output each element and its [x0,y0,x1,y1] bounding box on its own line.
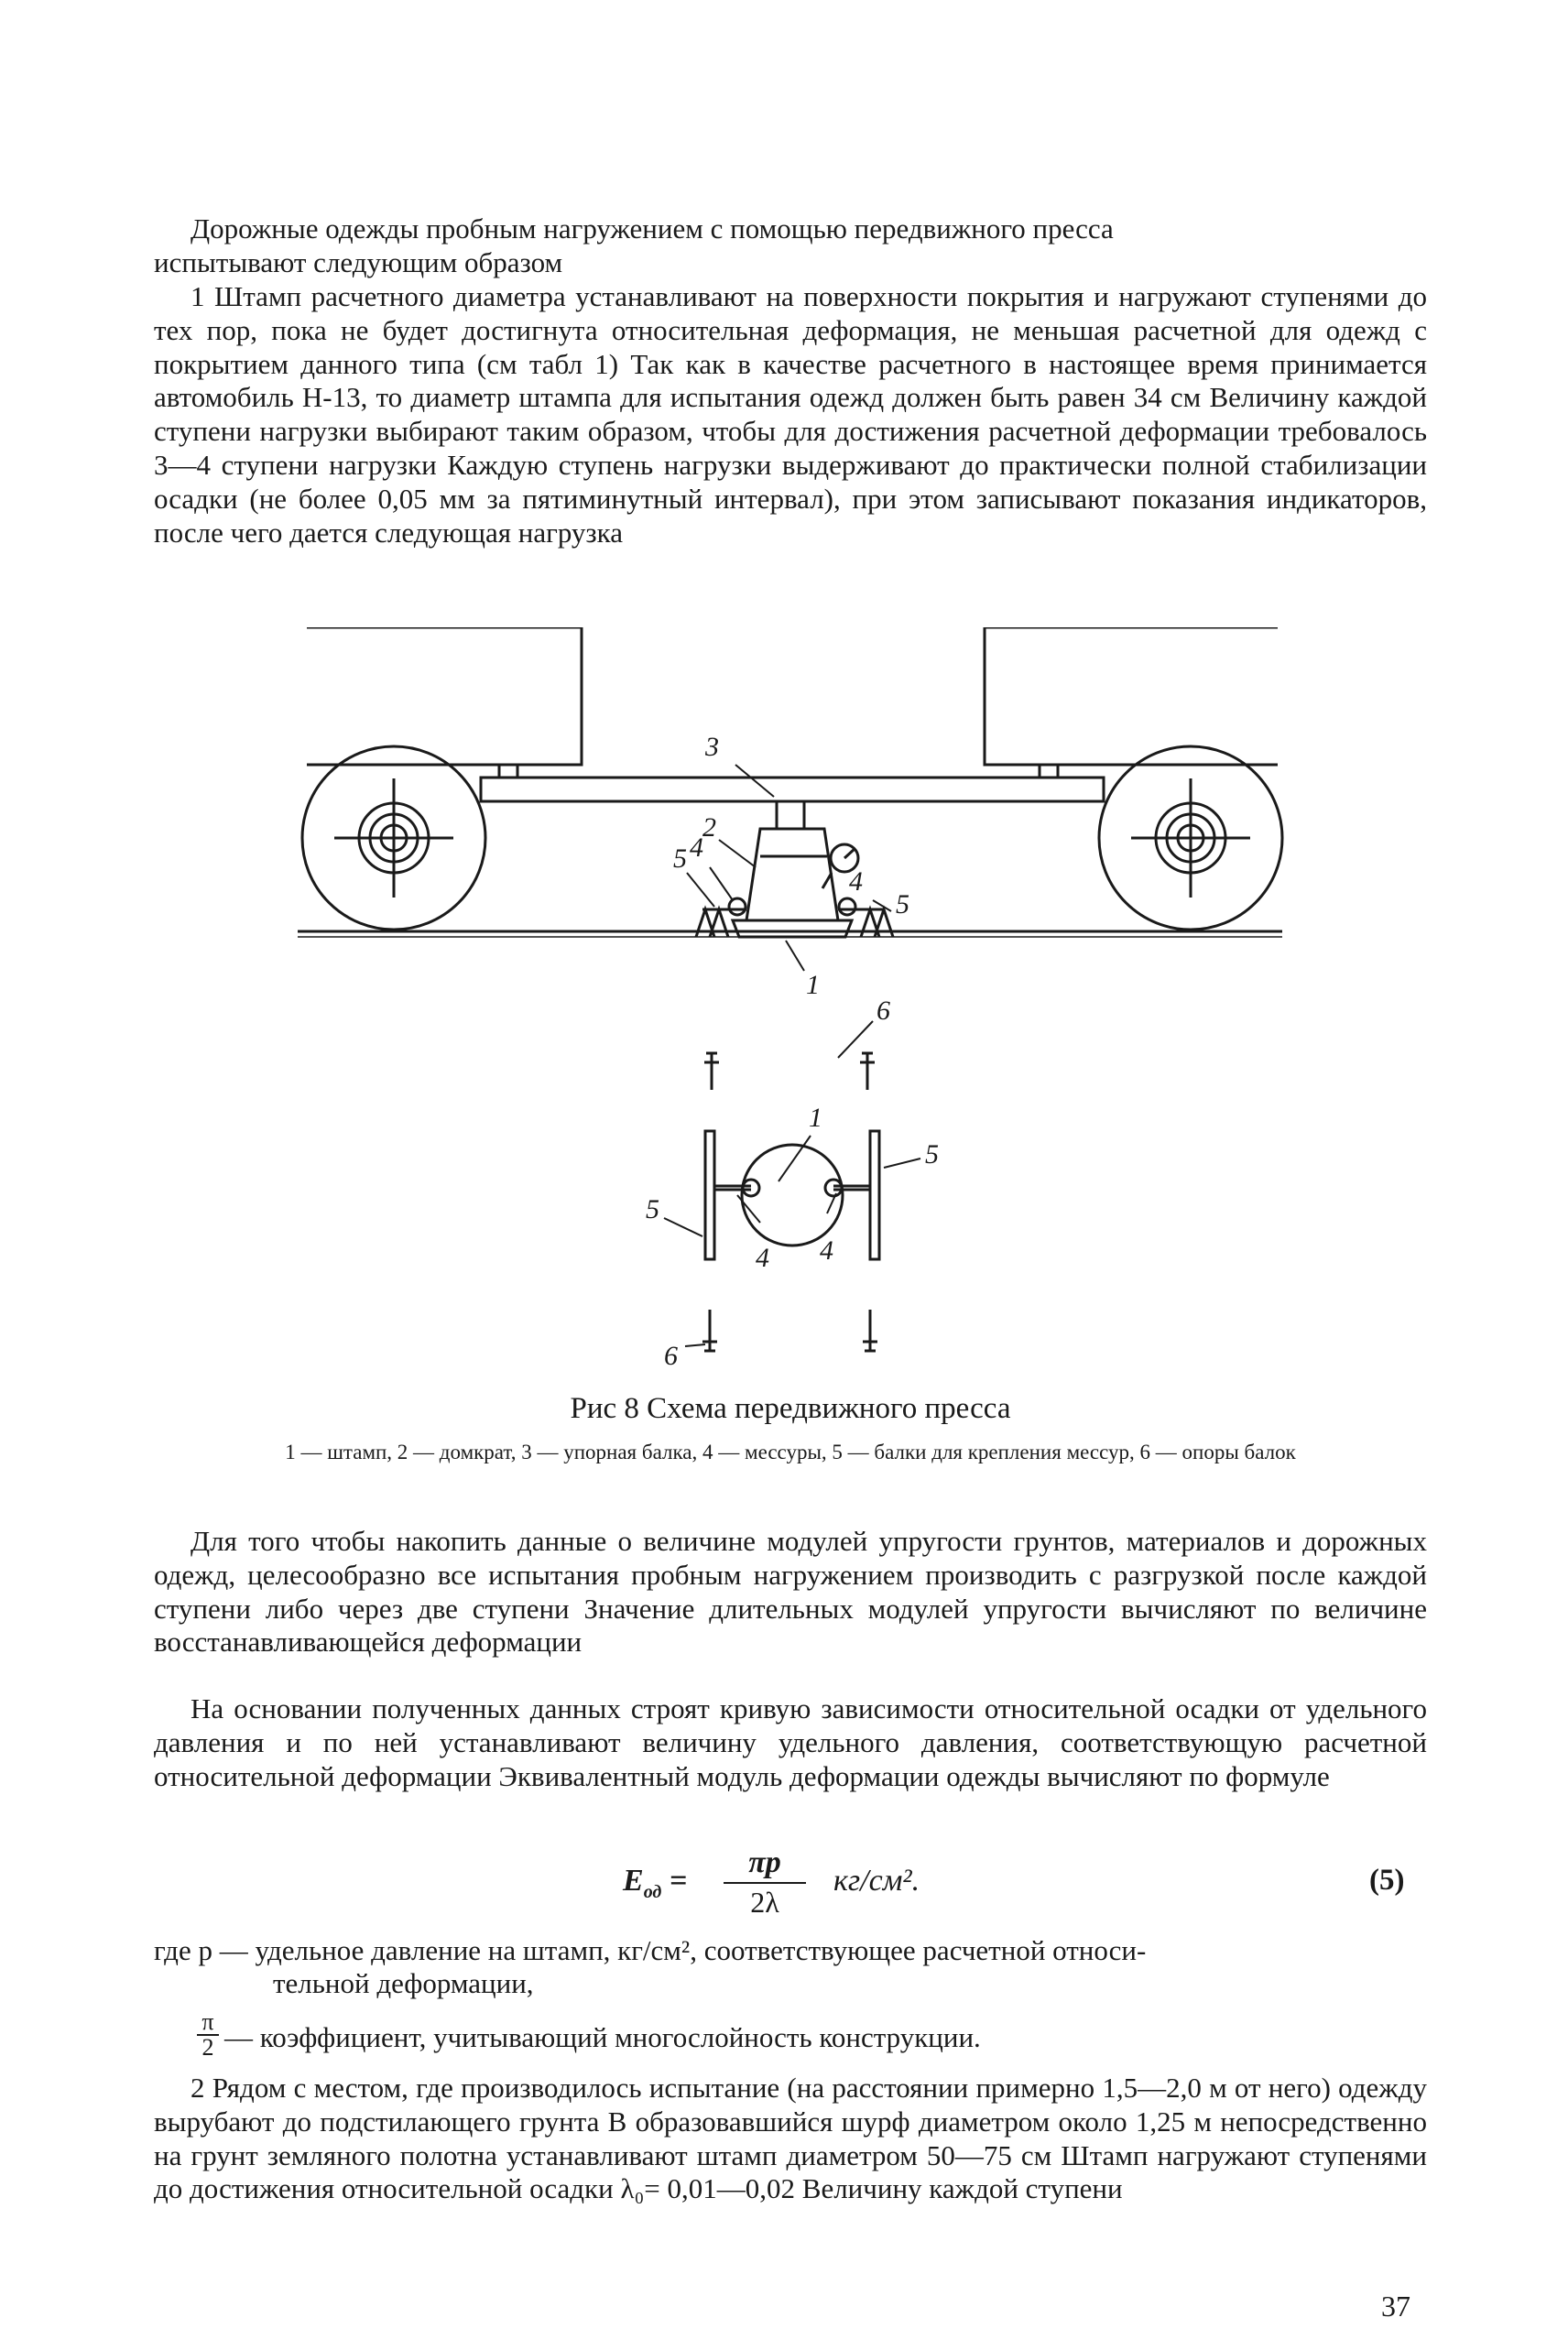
formula-fraction-bar [724,1882,806,1884]
item-1-paragraph: 1 Штамп расчетного диаметра устанавливают на поверхности покрытия и нагружают ступенями до тех пор, пока не будет достигнута относительная деформация, не меньшая расчетной для одежд с покрытием данного типа (см табл 1) Так как в качестве расчетного в настоящее время принимается автомобиль Н-13, то диаметр штампа для испытания одежд должен быть равен 34 см Величину каждой ступени нагрузки выбирают таким образом, чтобы для достижения расчетной деформации требовалось 3—4 ступени нагрузки Каждую ступень нагрузки выдерживают до практически полной стабилизации осадки (не более 0,05 мм за пятиминутный интервал), при этом записывают показания индикаторов, после чего дается следующая нагрузка [154,280,1427,549]
unload-paragraph: Для того чтобы накопить данные о величине модулей упругости грунтов, материалов и дорожных одежд, целесообразно все испытания пробным нагружением производить с разгрузкой после каждой ступени либо через две ступени Значение длительных модулей упругости вычисляют по величине восстанавливающейся деформации [154,1525,1427,1659]
label-6-bottom: 6 [664,1341,678,1371]
equation-number: (5) [1369,1864,1405,1897]
formula-lhs-subscript: од [643,1881,662,1902]
label-3: 3 [705,732,719,762]
formula-lhs-symbol: E [623,1864,644,1898]
label-5-plan-right: 5 [925,1139,939,1170]
where-line-1: где p — удельное давление на штамп, кг/см², соответствующее расчетной относи- [154,1934,1147,1966]
label-1-plan: 1 [809,1103,822,1133]
page-number: 37 [1381,2290,1410,2323]
formula-lhs: $E_{од}$ = [623,1864,688,1902]
label-5-left: 5 [673,843,687,874]
where-line-2: тельной деформации, [273,1967,534,1999]
formula-denominator: 2λ [750,1886,779,1919]
label-5-plan-left: 5 [646,1194,659,1224]
modulus-formula [586,1845,971,1932]
formula-unit: кг/см². [833,1864,920,1898]
figure-legend: 1 — штамп, 2 — домкрат, 3 — упорная балка, 4 — мессуры, 5 — балки для крепления мессур, 6 — опоры балок [285,1441,1296,1463]
label-5-right: 5 [896,889,909,919]
coefficient-text: — коэффициент, учитывающий многослойность конструкции. [224,2021,981,2053]
label-4-plan-left: 4 [756,1243,769,1273]
label-4-right: 4 [849,866,863,897]
intro-line-1: Дорожные одежды пробным нагружением с помощью передвижного пресса [191,212,1114,245]
coefficient-numerator: π [201,2008,214,2035]
label-4-left: 4 [690,832,703,863]
label-2: 2 [702,812,716,843]
intro-paragraph [154,212,1427,280]
coefficient-denominator: 2 [197,2034,219,2060]
press-scheme-drawing [279,627,1287,1387]
label-4-plan-right: 4 [820,1235,833,1266]
label-6-top: 6 [877,995,890,1026]
curve-paragraph: На основании полученных данных строят кривую зависимости относительной осадки от удельного давления и по ней устанавливают величину удельного давления, соответствующую расчетной относительной деформации Эквивалентный модуль деформации одежды вычисляют по формуле [154,1692,1427,1792]
where-block [154,1934,1427,2000]
formula-numerator: πp [748,1845,781,1879]
item-2-paragraph: 2 Рядом с местом, где производилось испытание (на расстоянии примерно 1,5—2,0 м от него) одежду вырубают до подстилающего грунта В образовавшийся шурф диаметром около 1,25 м непосредственно на грунт земляного полотна устанавливают штамп диаметром 50—75 см Штамп нагружают ступенями до достижения относительной осадки λ₀= 0,01—0,02 Величину каждой ступени [154,2072,1427,2205]
label-1: 1 [806,970,820,1000]
formula-fraction [724,1845,806,1920]
coefficient-fraction [197,2010,219,2060]
press-scheme-figure [279,627,1287,1387]
intro-line-2: испытывают следующим образом [154,245,563,278]
figure-caption: Рис 8 Схема передвижного пресса [570,1392,1011,1425]
